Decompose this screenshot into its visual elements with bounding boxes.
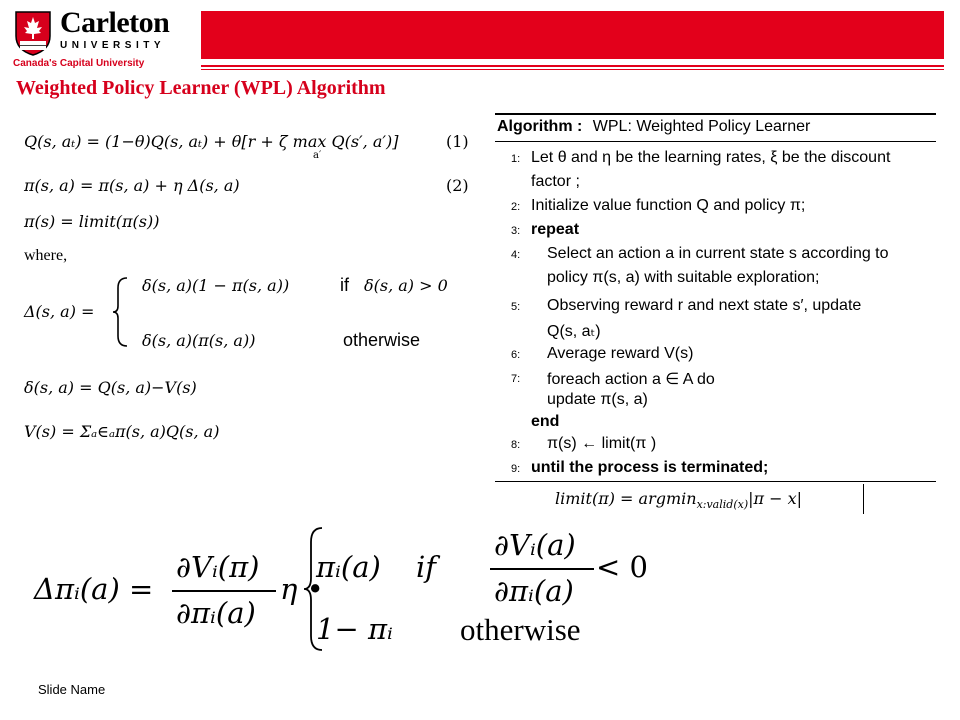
gradient-frac-numerator: ∂Vᵢ(π): [176, 550, 260, 584]
limit-subscript: x:valid(x): [696, 498, 749, 512]
equation-text: Q(s, aₜ) = (1−θ)Q(s, aₜ) + θ[r + ζ max Q(s′, a′)]: [24, 132, 399, 151]
limit-divider: [863, 484, 864, 514]
where-label: where,: [24, 247, 68, 264]
carleton-logo: [12, 8, 187, 68]
equation-text: δ(s, a) > 0: [364, 276, 448, 295]
equation-text: δ(s, a)(π(s, a)): [142, 331, 256, 350]
algorithm-line-text: Initialize value function Q and policy π;: [531, 197, 806, 214]
value-definition: [24, 422, 219, 441]
algorithm-line-number: 3:: [511, 225, 521, 237]
limit-tail: |π − x|: [748, 489, 803, 508]
algorithm-line-text: Let θ and η be the learning rates, ξ be the discount: [531, 149, 891, 166]
condition-numerator: ∂Vᵢ(a): [494, 528, 576, 562]
equation-text: Δ(s, a) =: [24, 302, 95, 321]
delta-lhs: [24, 302, 94, 321]
algorithm-line-number: 5:: [511, 301, 521, 313]
equation-q-update: [24, 132, 399, 151]
fraction-bar: [490, 568, 594, 570]
algorithm-title: WPL: Weighted Policy Learner: [592, 118, 811, 135]
delta-case-otherwise: [142, 331, 255, 350]
equation-policy-update: [24, 176, 240, 195]
algorithm-line-number: 6:: [511, 349, 521, 361]
algorithm-line-text: Select an action a in current state s according to: [547, 245, 889, 262]
equation-max-subscript: a′: [313, 150, 322, 161]
equation-number: (2): [446, 176, 469, 195]
algorithm-line-text: repeat: [531, 221, 580, 238]
algorithm-header: [497, 118, 810, 136]
maple-leaf-shield-icon: [14, 10, 52, 56]
condition-denominator: ∂πᵢ(a): [494, 574, 574, 608]
algorithm-line-text: policy π(s, a) with suitable exploration;: [547, 269, 820, 286]
otherwise-label: otherwise: [460, 612, 581, 647]
algorithm-box: [495, 113, 936, 485]
if-keyword: if: [416, 550, 437, 584]
condition-relation: < 0: [596, 550, 648, 584]
limit-definition: [555, 489, 802, 511]
otherwise-label: otherwise: [343, 330, 421, 350]
logo-university: UNIVERSITY: [60, 40, 166, 51]
algorithm-bottom-rule: [495, 481, 936, 482]
gradient-frac-denominator: ∂πᵢ(a): [176, 596, 256, 630]
equation-text: δ(s, a)(1 − π(s, a)): [142, 276, 290, 295]
algorithm-line-text: π(s) ← limit(π ): [547, 435, 657, 452]
equation-text: V(s) = Σₐ∈ₐπ(s, a)Q(s, a): [24, 422, 220, 441]
delta-condition: [364, 276, 448, 295]
td-error-definition: [24, 378, 197, 397]
equation-text: π(s, a) = π(s, a) + η Δ(s, a): [24, 176, 240, 195]
gradient-case-1: πᵢ(a): [316, 550, 381, 584]
algorithm-line-text: end: [531, 413, 560, 430]
header-rule: [201, 69, 944, 70]
delta-case-positive: [142, 276, 289, 295]
gradient-case-2: 1− πᵢ: [316, 612, 393, 646]
logo-tagline: Canada's Capital University: [13, 58, 145, 69]
left-brace-icon: [112, 276, 130, 348]
equation-number: (1): [446, 132, 469, 151]
if-keyword: if: [340, 275, 349, 295]
algorithm-line-number: 8:: [511, 439, 521, 451]
gradient-lhs: Δπᵢ(a) =: [34, 572, 154, 606]
algorithm-line-number: 9:: [511, 463, 521, 475]
logo-name: Carleton: [60, 6, 170, 39]
algorithm-header-rule: [495, 141, 936, 142]
equation-text: π(s) = limit(π(s)): [24, 212, 160, 231]
footer-slide-name: Slide Name: [38, 682, 106, 697]
header-red-bar: [201, 11, 944, 59]
algorithm-line-text: factor ;: [531, 173, 580, 190]
eta-bullet: η •: [280, 572, 324, 606]
algorithm-line-text: update π(s, a): [547, 391, 648, 408]
limit-text: limit(π) = argmin: [555, 489, 697, 508]
equation-text: δ(s, a) = Q(s, a)−V(s): [24, 378, 197, 397]
slide-title: Weighted Policy Learner (WPL) Algorithm: [16, 77, 386, 99]
equation-limit: [24, 212, 159, 231]
algorithm-top-rule: [495, 113, 936, 115]
algorithm-line-number: 4:: [511, 249, 521, 261]
algorithm-line-text: Average reward V(s): [547, 345, 694, 362]
gradient-equation: [20, 520, 670, 660]
header-rule: [201, 65, 944, 67]
algorithm-line-text: Observing reward r and next state s′, update: [547, 297, 862, 314]
algorithm-line-text: until the process is terminated;: [531, 459, 769, 476]
fraction-bar: [172, 590, 276, 592]
algorithm-label: Algorithm :: [497, 118, 583, 135]
algorithm-line-text: Q(s, aₜ): [547, 323, 601, 340]
algorithm-line-number: 1:: [511, 153, 521, 165]
algorithm-line-text: foreach action a ∈ A do: [547, 371, 715, 388]
algorithm-line-number: 2:: [511, 201, 521, 213]
algorithm-line-number: 7:: [511, 373, 521, 385]
